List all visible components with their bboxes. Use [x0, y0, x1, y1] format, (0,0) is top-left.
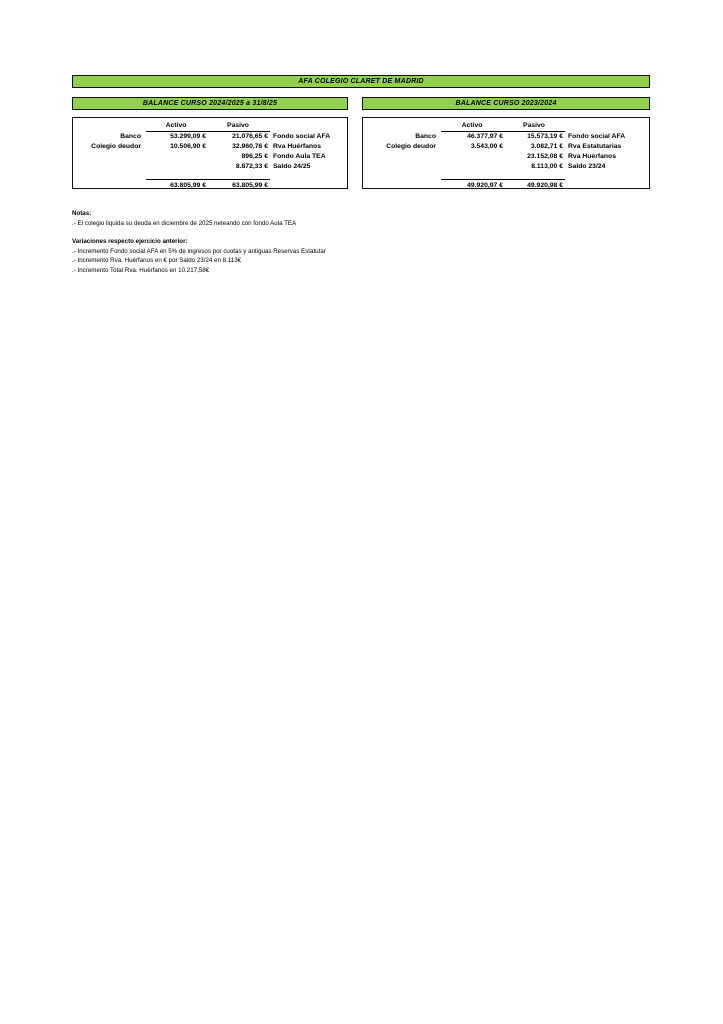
row-pasivo: 23.152,08 €	[527, 153, 563, 160]
table-row	[363, 162, 649, 172]
balance-2023-2024	[362, 97, 650, 189]
balance-banner-label: BALANCE CURSO 2024/2025 a 31/8/25	[142, 100, 278, 107]
balance-2024-2025	[72, 97, 348, 189]
header-spacer	[363, 120, 441, 132]
row-activo	[146, 162, 208, 172]
row-desc: Saldo 24/25	[273, 163, 311, 170]
row-desc: Rva Huérfanos	[273, 143, 321, 150]
variation-line: .- Incremento Rva. Huérfanos en € por Saldo 23/24 en 8.113€	[72, 257, 242, 264]
balance-columns	[72, 97, 650, 189]
header-spacer	[565, 120, 649, 132]
table-row	[363, 152, 649, 162]
balance-table	[72, 117, 348, 189]
total-activo: 63.805,99 €	[146, 179, 208, 192]
table-row	[73, 162, 347, 172]
row-desc: Rva Huérfanos	[568, 153, 616, 160]
balance-table	[362, 117, 650, 189]
row-pasivo: 8.872,33 €	[235, 163, 268, 170]
table-gap	[363, 172, 649, 179]
row-activo	[441, 152, 505, 162]
notes-heading: Notas:	[72, 210, 92, 217]
column-header-activo: Activo	[441, 120, 505, 132]
variation-line: .- Incremento Total Rva. Huérfanos en 10.217,58€	[72, 266, 210, 274]
row-label: Colegio deudor	[91, 143, 141, 150]
column-header-pasivo: Pasivo	[505, 120, 565, 132]
table-total-row	[363, 179, 649, 192]
header-spacer	[73, 120, 146, 132]
report-content	[72, 75, 650, 275]
row-label: Colegio deudor	[386, 143, 436, 150]
row-label	[73, 162, 146, 172]
row-label	[73, 152, 146, 162]
balance-banner	[72, 97, 348, 110]
row-pasivo: 8.113,00 €	[531, 163, 563, 170]
total-spacer	[363, 179, 441, 192]
total-pasivo: 49.920,98 €	[505, 179, 565, 192]
balance-banner-label: BALANCE CURSO 2023/2024	[455, 100, 557, 107]
row-desc: Fondo social AFA	[273, 133, 331, 140]
table-row	[73, 142, 347, 152]
total-pasivo: 63.805,99 €	[208, 179, 270, 192]
table-gap	[73, 172, 347, 179]
variations-heading: Variaciones respecto ejercicio anterior:	[72, 238, 188, 245]
total-spacer	[565, 179, 649, 192]
row-label: Banco	[120, 133, 141, 140]
table-total-row	[73, 179, 347, 192]
row-desc: Fondo social AFA	[568, 133, 626, 140]
table-row	[363, 132, 649, 142]
row-label	[363, 162, 441, 172]
column-header-pasivo: Pasivo	[208, 120, 270, 132]
row-pasivo: 896,25 €	[241, 153, 268, 160]
row-desc: Fondo Aula TEA	[273, 153, 326, 160]
row-pasivo: 32.960,76 €	[232, 143, 268, 150]
row-activo: 46.377,97 €	[467, 133, 503, 140]
row-label: Banco	[415, 133, 436, 140]
table-row	[73, 152, 347, 162]
notes-spacer	[72, 228, 650, 237]
row-desc: Rva Estatutarias	[568, 143, 622, 150]
row-activo: 53.299,09 €	[170, 133, 206, 140]
balance-banner	[362, 97, 650, 110]
page-title: AFA COLEGIO CLARET DE MADRID	[298, 78, 424, 85]
note-line: .- El colegio liquida su deuda en diciembre de 2025 neteando con fondo Aula TEA	[72, 219, 297, 227]
row-activo: 3.543,00 €	[470, 143, 503, 150]
row-activo	[441, 162, 505, 172]
row-pasivo: 3.082,71 €	[530, 143, 563, 150]
table-header-row	[363, 120, 649, 132]
total-spacer	[73, 179, 146, 192]
column-header-activo: Activo	[146, 120, 208, 132]
row-activo	[146, 152, 208, 162]
title-banner	[72, 75, 650, 88]
header-spacer	[270, 120, 347, 132]
row-pasivo: 15.573,19 €	[527, 133, 563, 140]
table-row	[363, 142, 649, 152]
row-activo: 10.506,90 €	[170, 143, 206, 150]
table-row	[73, 132, 347, 142]
table-header-row	[73, 120, 347, 132]
row-desc: Saldo 23/24	[568, 163, 606, 170]
total-spacer	[270, 179, 347, 192]
notes-section	[72, 209, 650, 275]
row-pasivo: 21.076,65 €	[232, 133, 268, 140]
total-activo: 49.920,97 €	[441, 179, 505, 192]
variation-line: .- Incremento Fondo social AFA en 5% de ingresos por cuotas y antiguas Reservas Estatutar	[72, 247, 326, 255]
row-label	[363, 152, 441, 162]
